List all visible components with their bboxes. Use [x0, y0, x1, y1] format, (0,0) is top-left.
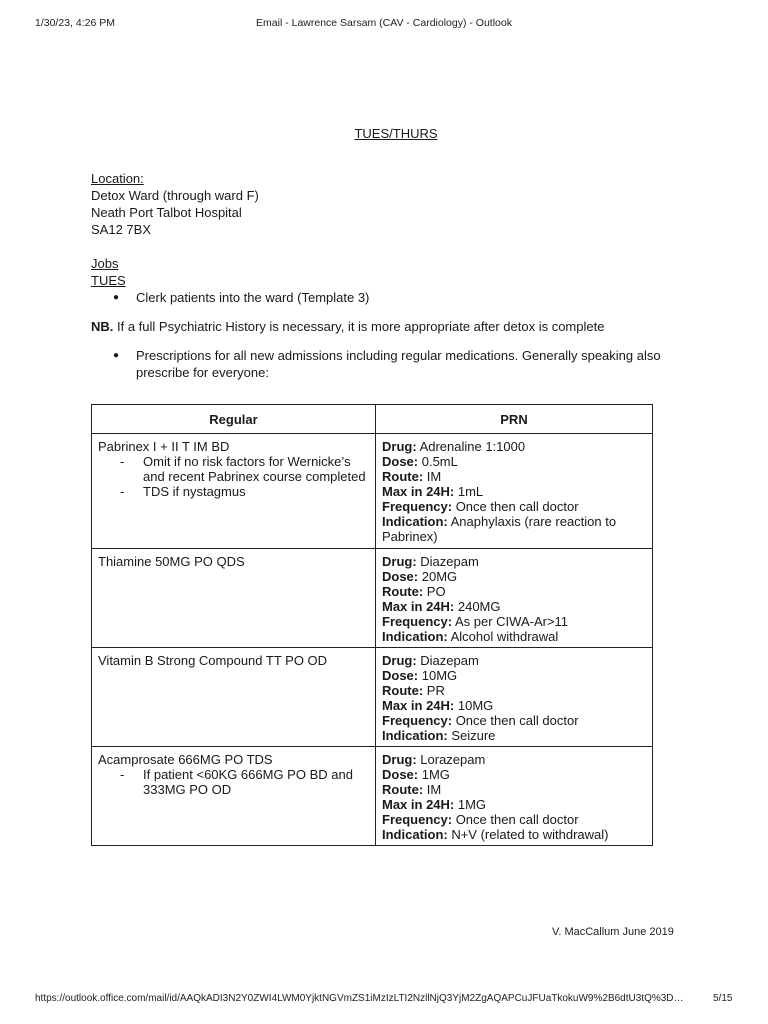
regular-note: - TDS if nystagmus	[98, 484, 369, 499]
indication-label: Indication:	[382, 827, 448, 842]
max-value: 10MG	[454, 698, 494, 713]
dose-label: Dose:	[382, 767, 419, 782]
drug-label: Drug:	[382, 653, 417, 668]
max-value: 1MG	[454, 797, 487, 812]
page-number: 5/15	[713, 993, 733, 1004]
print-datetime: 1/30/23, 4:26 PM	[35, 17, 115, 29]
drug-label: Drug:	[382, 554, 417, 569]
frequency-value: Once then call doctor	[452, 713, 579, 728]
prn-cell	[376, 648, 653, 747]
regular-med: Acamprosate 666MG PO TDS	[98, 752, 273, 767]
drug-value: Lorazepam	[416, 752, 486, 767]
list-item: ● Prescriptions for all new admissions including regular medications. Generally speaking also prescribe for everyone:	[91, 347, 691, 381]
prn-cell	[376, 549, 653, 648]
max-value: 240MG	[454, 599, 501, 614]
indication-value: Seizure	[447, 728, 496, 743]
route-label: Route:	[382, 469, 424, 484]
route-value: PR	[423, 683, 445, 698]
location-line: Detox Ward (through ward F)	[91, 188, 259, 203]
frequency-value: Once then call doctor	[452, 812, 579, 827]
indication-value: Anaphylaxis (rare reaction to Pabrinex)	[382, 514, 617, 544]
route-value: PO	[423, 584, 446, 599]
route-value: IM	[423, 469, 442, 484]
max-value: 1mL	[454, 484, 484, 499]
location-heading: Location:	[91, 171, 144, 186]
dose-value: 10MG	[418, 668, 458, 683]
indication-label: Indication:	[382, 728, 448, 743]
table-row	[92, 549, 653, 648]
regular-cell	[92, 549, 376, 648]
route-value: IM	[423, 782, 442, 797]
frequency-value: Once then call doctor	[452, 499, 579, 514]
jobs-heading: Jobs	[91, 256, 119, 271]
frequency-value: As per CIWA-Ar>11	[452, 614, 569, 629]
print-window-title: Email - Lawrence Sarsam (CAV - Cardiology) - Outlook	[256, 17, 512, 29]
indication-value: N+V (related to withdrawal)	[447, 827, 609, 842]
nb-label: NB.	[91, 319, 114, 334]
regular-med: Vitamin B Strong Compound TT PO OD	[98, 653, 328, 668]
drug-value: Diazepam	[416, 554, 479, 569]
tues-heading: TUES	[91, 273, 126, 288]
table-row	[92, 434, 653, 549]
drug-label: Drug:	[382, 439, 417, 454]
signature: V. MacCallum June 2019	[552, 926, 674, 938]
regular-note: - Omit if no risk factors for Wernicke’s and recent Pabrinex course completed	[98, 454, 369, 484]
document-body	[91, 125, 691, 381]
drug-label: Drug:	[382, 752, 417, 767]
prescription-list	[91, 347, 691, 381]
tues-list	[91, 289, 691, 306]
table-header-row	[92, 405, 653, 434]
indication-label: Indication:	[382, 514, 448, 529]
max-label: Max in 24H:	[382, 698, 455, 713]
frequency-label: Frequency:	[382, 614, 453, 629]
frequency-label: Frequency:	[382, 713, 453, 728]
prn-cell	[376, 747, 653, 846]
location-line: SA12 7BX	[91, 222, 151, 237]
dose-label: Dose:	[382, 569, 419, 584]
nb-text: If a full Psychiatric History is necessary, it is more appropriate after detox is complete	[113, 319, 605, 334]
location-line: Neath Port Talbot Hospital	[91, 205, 242, 220]
max-label: Max in 24H:	[382, 484, 455, 499]
indication-value: Alcohol withdrawal	[447, 629, 559, 644]
dose-value: 1MG	[418, 767, 450, 782]
print-url: https://outlook.office.com/mail/id/AAQkADI3N2Y0ZWI4LWM0YjktNGVmZS1iMzIzLTI2NzllNjQ3YjM2ZgAQAPCuJFUaTkokuW9%2B6dtU3tQ%3D…	[35, 993, 684, 1004]
dose-label: Dose:	[382, 454, 419, 469]
route-label: Route:	[382, 782, 424, 797]
page-title: TUES/THURS	[354, 126, 438, 141]
drug-value: Adrenaline 1:1000	[416, 439, 526, 454]
route-label: Route:	[382, 683, 424, 698]
regular-cell	[92, 648, 376, 747]
regular-med: Pabrinex I + II T IM BD	[98, 439, 230, 454]
list-item: ● Clerk patients into the ward (Template 3)	[91, 289, 691, 306]
regular-cell	[92, 747, 376, 846]
table-row	[92, 747, 653, 846]
medication-table	[91, 404, 653, 846]
dose-label: Dose:	[382, 668, 419, 683]
header-prn: PRN	[376, 405, 653, 434]
table-row	[92, 648, 653, 747]
regular-cell	[92, 434, 376, 549]
dose-value: 20MG	[418, 569, 458, 584]
route-label: Route:	[382, 584, 424, 599]
indication-label: Indication:	[382, 629, 448, 644]
dose-value: 0.5mL	[418, 454, 458, 469]
header-regular: Regular	[92, 405, 376, 434]
drug-value: Diazepam	[416, 653, 479, 668]
nb-note	[91, 318, 691, 335]
prn-cell	[376, 434, 653, 549]
frequency-label: Frequency:	[382, 812, 453, 827]
max-label: Max in 24H:	[382, 599, 455, 614]
regular-note: - If patient <60KG 666MG PO BD and 333MG PO OD	[98, 767, 369, 797]
max-label: Max in 24H:	[382, 797, 455, 812]
frequency-label: Frequency:	[382, 499, 453, 514]
regular-med: Thiamine 50MG PO QDS	[98, 554, 245, 569]
